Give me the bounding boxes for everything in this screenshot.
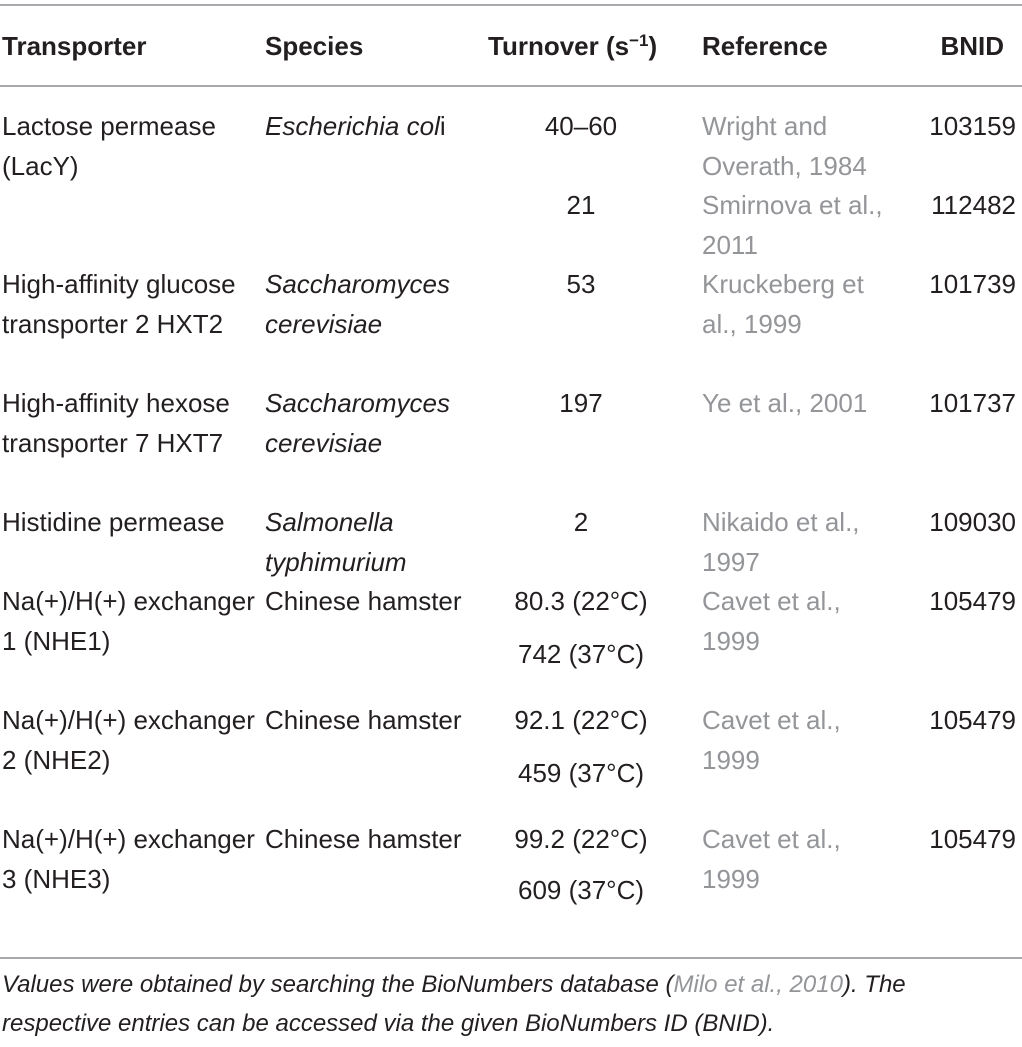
header-turnover-text: Turnover (s xyxy=(488,31,630,61)
header-turnover xyxy=(488,26,657,66)
footnote-text-end: ). The respective entries can be accessed via the given BioNumbers ID (BNID). xyxy=(2,971,906,1037)
cell-species: Salmonella typhimurium xyxy=(265,507,407,577)
cell-turnover: 99.2 (22°C) xyxy=(514,824,648,854)
cell-reference-link[interactable]: Cavet et al., 1999 xyxy=(702,705,841,775)
cell-reference-link[interactable]: Ye et al., 2001 xyxy=(702,388,868,418)
cell-transporter: High-affinity hexose transporter 7 HXT7 xyxy=(2,388,230,458)
cell-reference-link[interactable]: Cavet et al., 1999 xyxy=(702,824,841,894)
cell-species-name: Escherichia col xyxy=(265,111,440,141)
cell-turnover: 80.3 (22°C) xyxy=(514,586,648,616)
header-turnover-close: ) xyxy=(648,31,658,61)
cell-species: Saccharomyces cerevisiae xyxy=(265,388,450,458)
header-reference: Reference xyxy=(702,31,828,61)
cell-species: Chinese hamster xyxy=(265,824,462,854)
cell-species: Chinese hamster xyxy=(265,586,462,616)
top-rule xyxy=(0,4,1022,6)
cell-species: Saccharomyces cerevisiae xyxy=(265,269,450,339)
cell-reference-link[interactable]: Wright and Overath, 1984 xyxy=(702,111,867,181)
table-footnote xyxy=(2,965,1012,1043)
cell-turnover: 40–60 xyxy=(544,111,618,141)
cell-transporter: Lactose permease (LacY) xyxy=(2,111,216,181)
header-species: Species xyxy=(265,31,364,61)
cell-bnid: 105479 xyxy=(929,705,1016,735)
cell-turnover: 92.1 (22°C) xyxy=(514,705,648,735)
cell-turnover-second: 459 (37°C) xyxy=(517,758,644,788)
cell-bnid: 105479 xyxy=(929,586,1016,616)
cell-reference-link[interactable]: Cavet et al., 1999 xyxy=(702,586,841,656)
cell-transporter: Na(+)/H(+) exchanger 2 (NHE2) xyxy=(2,705,255,775)
cell-reference-link[interactable]: Nikaido et al., 1997 xyxy=(702,507,860,577)
cell-species: Chinese hamster xyxy=(265,705,462,735)
cell-turnover: 53 xyxy=(566,269,596,299)
cell-turnover-second: 609 (37°C) xyxy=(517,875,644,905)
footnote-citation-link[interactable]: Milo et al., 2010 xyxy=(673,971,843,998)
cell-turnover: 21 xyxy=(566,190,596,220)
header-transporter: Transporter xyxy=(2,31,147,61)
cell-species xyxy=(265,107,490,147)
cell-bnid: 101737 xyxy=(929,388,1016,418)
cell-turnover-second: 742 (37°C) xyxy=(517,639,644,669)
cell-bnid: 109030 xyxy=(929,507,1016,537)
footnote-text-start: Values were obtained by searching the BioNumbers database ( xyxy=(2,971,674,998)
bottom-rule xyxy=(0,957,1022,959)
header-rule xyxy=(0,85,1022,87)
cell-reference-link[interactable]: Smirnova et al., 2011 xyxy=(702,190,883,260)
header-bnid: BNID xyxy=(940,31,1004,61)
cell-reference-link[interactable]: Kruckeberg et al., 1999 xyxy=(702,269,864,339)
cell-transporter: Na(+)/H(+) exchanger 3 (NHE3) xyxy=(2,824,255,894)
cell-bnid: 105479 xyxy=(929,824,1016,854)
cell-turnover: 197 xyxy=(559,388,603,418)
cell-transporter: High-affinity glucose transporter 2 HXT2 xyxy=(2,269,236,339)
cell-bnid: 101739 xyxy=(929,269,1016,299)
cell-species-suffix: i xyxy=(439,111,446,141)
cell-bnid: 112482 xyxy=(931,190,1016,220)
cell-bnid: 103159 xyxy=(929,111,1016,141)
header-turnover-exponent: −1 xyxy=(629,31,649,50)
cell-transporter: Na(+)/H(+) exchanger 1 (NHE1) xyxy=(2,586,255,656)
cell-turnover: 2 xyxy=(573,507,589,537)
cell-transporter: Histidine permease xyxy=(2,507,225,537)
